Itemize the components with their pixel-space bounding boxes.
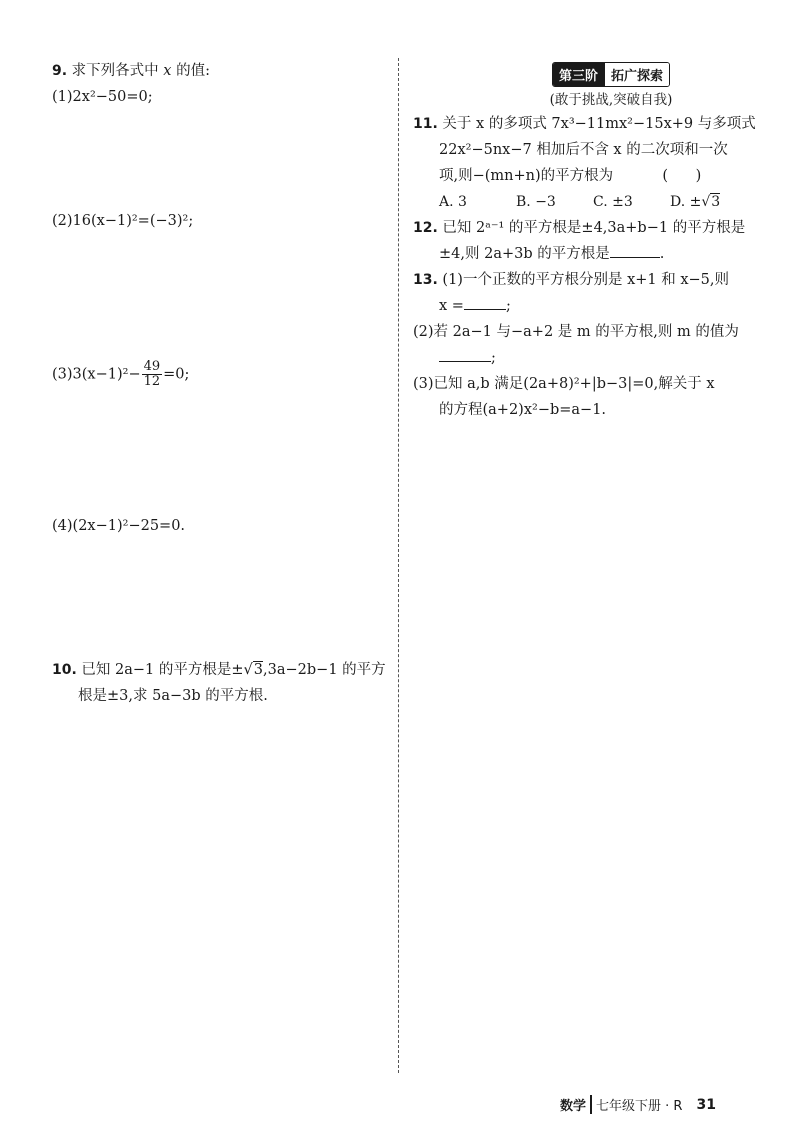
q11-choice-d: D. ±√3 bbox=[670, 194, 721, 210]
q11-line3: 项,则−(mn+n)的平方根为 ( ) bbox=[439, 168, 702, 184]
q13-part3-line1: (3)已知 a,b 满足(2a+8)²+|b−3|=0,解关于 x bbox=[413, 376, 715, 392]
q13-part1-line2: x = ; bbox=[413, 293, 753, 319]
q9-part4: (4)(2x−1)²−25=0. bbox=[52, 518, 186, 534]
q12-line1: 12. 已知 2ᵃ⁻¹ 的平方根是±4,3a+b−1 的平方根是 bbox=[413, 220, 746, 236]
q13-part1-answer-blank[interactable] bbox=[464, 295, 506, 310]
q9-number: 9. bbox=[52, 63, 68, 79]
section-badge: 第三阶 拓广探索 bbox=[469, 62, 753, 87]
page-footer bbox=[560, 1095, 716, 1114]
q12-answer-blank[interactable] bbox=[610, 243, 660, 258]
page-number: 31 bbox=[696, 1096, 716, 1113]
q13-part3-line2: 的方程(a+2)x²−b=a−1. bbox=[439, 402, 607, 418]
q12-line2: ±4,则 2a+3b 的平方根是 . bbox=[413, 241, 753, 267]
footer-subject: 数学 bbox=[560, 1095, 592, 1114]
column-divider bbox=[398, 58, 399, 1073]
section-subtitle: (敢于挑战,突破自我) bbox=[549, 92, 673, 108]
q13-part1-line1: 13. (1)一个正数的平方根分别是 x+1 和 x−5,则 bbox=[413, 272, 730, 288]
q9-part1: (1)2x²−50=0; bbox=[52, 89, 153, 105]
q11-choice-a: A. 3 bbox=[439, 194, 467, 210]
left-column bbox=[52, 58, 387, 709]
q12-number: 12. bbox=[413, 220, 438, 236]
q11-choice-c: C. ±3 bbox=[593, 194, 633, 210]
q10-line1: 10. 已知 2a−1 的平方根是±√3,3a−2b−1 的平方 bbox=[52, 662, 386, 678]
q9-part3: (3)3(x−1)²− $\frac{49}{12}$ =0; bbox=[52, 359, 190, 389]
q9-part2: (2)16(x−1)²=(−3)²; bbox=[52, 213, 194, 229]
q13-part2-answer-blank[interactable] bbox=[439, 347, 491, 362]
footer-book: 七年级下册 · R bbox=[596, 1099, 683, 1114]
q11-answer-paren: ( ) bbox=[662, 168, 702, 184]
q11-choice-b: B. −3 bbox=[516, 194, 556, 210]
q9-stem: 9. 求下列各式中 x 的值: bbox=[52, 63, 210, 79]
right-column bbox=[413, 62, 756, 423]
q11-number: 11. bbox=[413, 116, 438, 132]
q13-number: 13. bbox=[413, 272, 438, 288]
q9-part3-fraction: $\frac{49}{12}$ bbox=[143, 359, 161, 389]
q13-part2-line2: ; bbox=[413, 345, 753, 371]
q10-line2: 根是±3,求 5a−3b 的平方根. bbox=[78, 688, 268, 704]
q10-number: 10. bbox=[52, 662, 77, 678]
q13-part2-line1: (2)若 2a−1 与−a+2 是 m 的平方根,则 m 的值为 bbox=[413, 324, 739, 340]
q11-line2: 22x²−5nx−7 相加后不含 x 的二次项和一次 bbox=[439, 142, 728, 158]
q11-line1: 11. 关于 x 的多项式 7x³−11mx²−15x+9 与多项式 bbox=[413, 116, 756, 132]
q11-choices bbox=[413, 189, 753, 215]
